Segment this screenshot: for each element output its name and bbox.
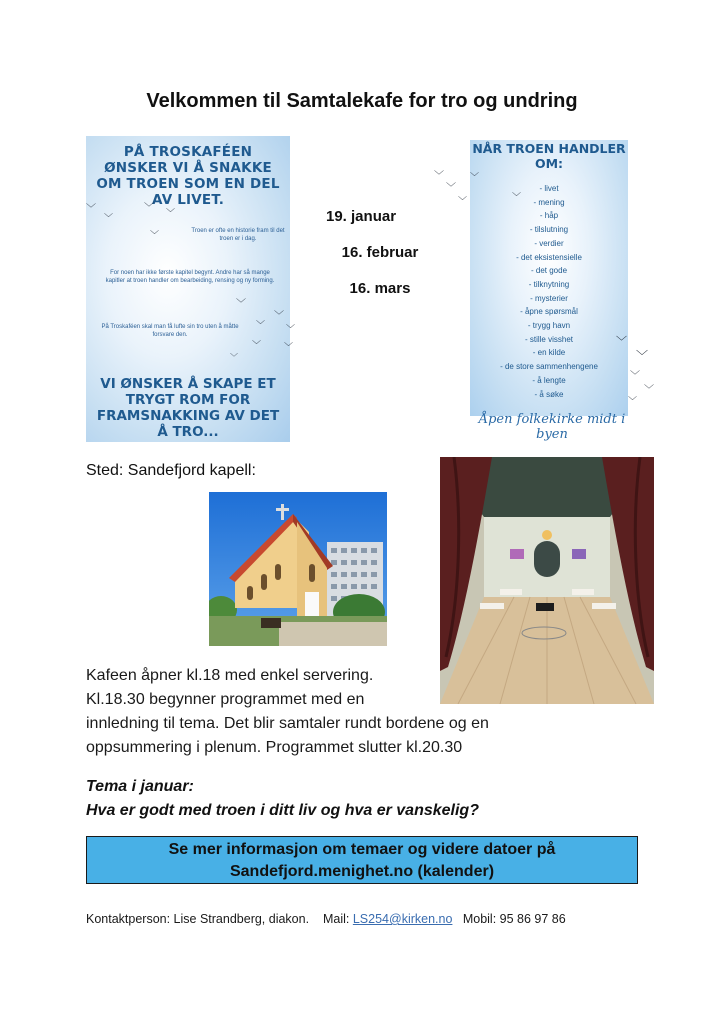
bird-icon: ﹀ <box>458 197 468 207</box>
info-box <box>86 836 638 884</box>
list-item: - mysterier <box>530 293 568 303</box>
poster-troskafeen <box>86 136 290 442</box>
list-item: - det gode <box>530 266 568 276</box>
contact-person: Kontaktperson: Lise Strandberg, diakon. <box>86 912 310 926</box>
list-item: - tilknytning <box>528 279 570 289</box>
poster-naar-troen <box>470 140 628 416</box>
list-item: - mening <box>533 197 565 207</box>
list-item: - verdier <box>534 238 564 248</box>
theme-question: Hva er godt med troen i ditt liv og hva er vanskelig? <box>86 802 479 819</box>
bird-icon: ﹀ <box>470 173 480 183</box>
poster-left-footer: VI ØNSKER Å SKAPE ET TRYGT ROM FOR FRAMSNAKKING AV DET Å TRO... <box>96 376 280 440</box>
list-item: - livet <box>539 184 559 193</box>
list-item: - stille visshet <box>524 334 573 344</box>
poster-left-heading: PÅ TROSKAFÉEN ØNSKER VI Å SNAKKE OM TROEN SOM EN DEL AV LIVET. <box>96 144 280 208</box>
bird-icon: ﹀ <box>166 209 176 219</box>
bird-icon: ﹀ <box>252 341 262 351</box>
mobile-number: Mobil: 95 86 97 86 <box>462 912 566 926</box>
poster-left-para3: På Troskaféen skal man få lufte sin tro uten å måtte forsvare den. <box>101 324 239 338</box>
event-dates <box>310 208 450 316</box>
bird-icon: ﹀ <box>628 397 638 407</box>
program-description <box>86 664 646 760</box>
poster-left-para1: Troen er ofte en historie fram til det troen er i dag. <box>191 228 285 242</box>
email-link[interactable]: LS254@kirken.no <box>352 912 453 926</box>
info-line-1: Se mer informasjon om temaer og videre datoer på <box>168 841 556 858</box>
bird-icon: ﹀ <box>86 204 96 215</box>
bird-icon: ﹀ <box>104 214 114 224</box>
list-item: - tilslutning <box>529 225 569 235</box>
date-3: 16. mars <box>349 280 411 297</box>
poster-right-heading: NÅR TROEN HANDLER OM: <box>472 141 626 171</box>
location-label: Sted: Sandefjord kapell: <box>86 462 256 479</box>
list-item: - håp <box>539 211 559 221</box>
bird-icon: ﹀ <box>150 231 160 241</box>
poster-left-para2: For noen har ikke første kapitel begynt. Andre har så mange kapitler at troen handler om bearbeiding, rensing og ny forming. <box>105 270 275 284</box>
bird-icon: ﹀ <box>446 183 456 194</box>
date-1: 19. januar <box>326 208 397 225</box>
bird-icon: ﹀ <box>274 311 284 322</box>
bird-icon: ﹀ <box>644 385 654 396</box>
bird-icon: ﹀ <box>236 299 246 310</box>
page-title: Velkommen til Samtalekafe for tro og undring <box>146 90 578 112</box>
list-item: - en kilde <box>532 348 566 358</box>
list-item: - de store sammenhengene <box>500 362 598 372</box>
list-item: - åpne spørsmål <box>520 307 578 317</box>
poster-right-script: Åpen folkekirke midt i byen <box>478 412 626 442</box>
info-line-2[interactable]: Sandefjord.menighet.no (kalender) <box>229 863 495 880</box>
body-line: innledning til tema. Det blir samtaler rundt bordene og en <box>86 715 489 732</box>
theme-section <box>86 775 479 823</box>
bird-icon: ﹀ <box>144 203 154 214</box>
body-line: Kafeen åpner kl.18 med enkel servering. <box>86 667 374 684</box>
bird-icon: ﹀ <box>230 353 238 362</box>
bird-icon: ﹀ <box>434 171 444 182</box>
bird-icon: ﹀ <box>616 335 627 348</box>
chapel-photo <box>209 492 387 646</box>
bird-icon: ﹀ <box>286 325 296 335</box>
list-item: - det eksistensielle <box>516 252 582 262</box>
topic-list <box>470 182 628 401</box>
theme-label: Tema i januar: <box>86 778 194 795</box>
body-line: oppsummering i plenum. Programmet slutter kl.20.30 <box>86 739 463 756</box>
date-2: 16. februar <box>341 244 419 261</box>
body-line: Kl.18.30 begynner programmet med en <box>86 691 365 708</box>
bird-icon: ﹀ <box>636 349 649 363</box>
bird-icon: ﹀ <box>284 343 294 353</box>
mail-label: Mail: <box>322 912 350 926</box>
contact-line <box>86 912 566 926</box>
list-item: - å lengte <box>532 375 566 385</box>
list-item: - å søke <box>534 389 564 399</box>
bird-icon: ﹀ <box>630 371 640 382</box>
bird-icon: ﹀ <box>256 321 266 331</box>
list-item: - trygg havn <box>527 321 571 331</box>
bird-icon: ﹀ <box>512 193 522 203</box>
